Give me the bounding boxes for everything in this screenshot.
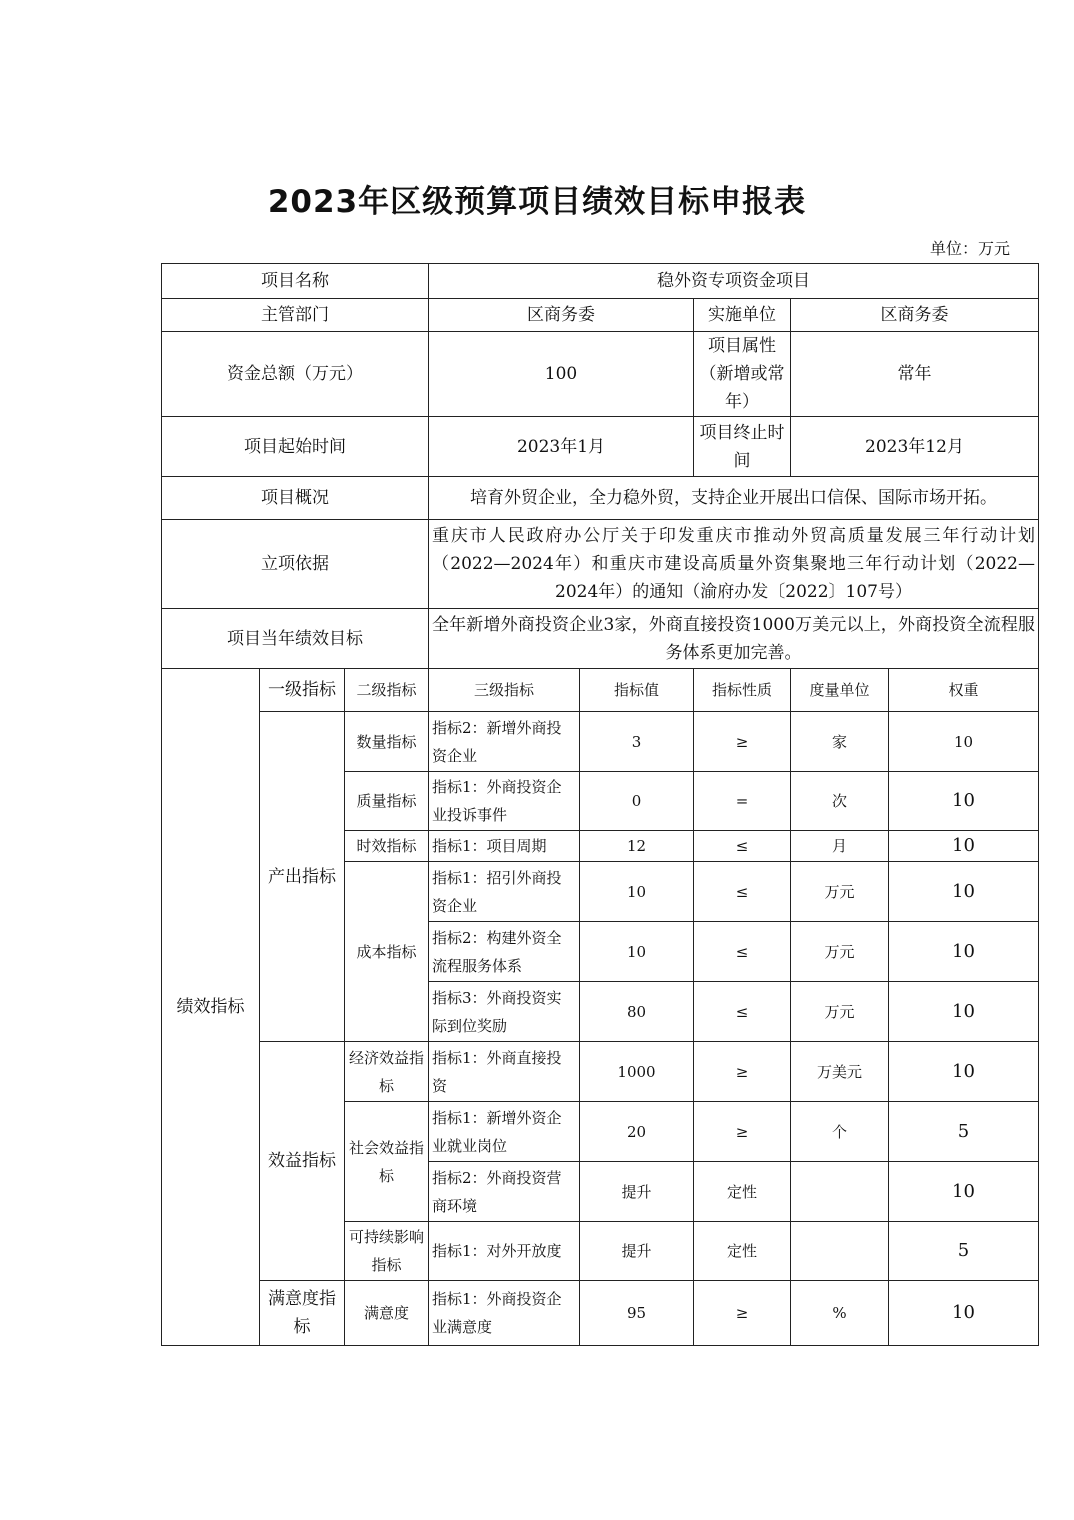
value-cell: 0 [580, 772, 694, 831]
level2-quantity: 数量指标 [345, 712, 429, 772]
implementing-unit-label: 实施单位 [694, 299, 791, 332]
level3-cell: 指标1：外商直接投资 [429, 1042, 580, 1102]
value-cell: 20 [580, 1102, 694, 1162]
unit-cell: 万元 [791, 982, 889, 1042]
overview-row [162, 477, 1039, 520]
value-cell: 10 [580, 862, 694, 922]
header-nature: 指标性质 [694, 669, 791, 712]
weight-cell: 10 [889, 712, 1039, 772]
header-level1: 一级指标 [260, 669, 345, 712]
performance-target-table [161, 263, 1039, 1346]
value-cell: 提升 [580, 1162, 694, 1222]
basis-label: 立项依据 [162, 520, 429, 609]
unit-cell [791, 1162, 889, 1222]
header-weight: 权重 [889, 669, 1039, 712]
project-attribute-value: 常年 [791, 332, 1039, 417]
level3-cell: 指标2：构建外资全流程服务体系 [429, 922, 580, 982]
level3-cell: 指标2：新增外商投资企业 [429, 712, 580, 772]
value-cell: 12 [580, 831, 694, 862]
nature-cell: ≥ [694, 712, 791, 772]
value-cell: 3 [580, 712, 694, 772]
level3-cell: 指标1：招引外商投资企业 [429, 862, 580, 922]
nature-cell: ≥ [694, 1042, 791, 1102]
implementing-unit-value: 区商务委 [791, 299, 1039, 332]
level3-cell: 指标2：外商投资营商环境 [429, 1162, 580, 1222]
overview-value: 培育外贸企业，全力稳外贸，支持企业开展出口信保、国际市场开拓。 [429, 477, 1039, 520]
project-name-value: 稳外资专项资金项目 [429, 264, 1039, 299]
nature-cell: 定性 [694, 1162, 791, 1222]
level3-cell: 指标1：外商投资企业投诉事件 [429, 772, 580, 831]
weight-cell: 5 [889, 1222, 1039, 1281]
unit-cell: 家 [791, 712, 889, 772]
unit-cell: 月 [791, 831, 889, 862]
unit-cell [791, 1222, 889, 1281]
value-cell: 提升 [580, 1222, 694, 1281]
level3-cell: 指标1：对外开放度 [429, 1222, 580, 1281]
goal-value: 全年新增外商投资企业3家，外商直接投资1000万美元以上，外商投资全流程服务体系更加完善。 [429, 609, 1039, 669]
level3-cell: 指标1：新增外资企业就业岗位 [429, 1102, 580, 1162]
level1-output: 产出指标 [260, 712, 345, 1042]
start-time-value: 2023年1月 [429, 417, 694, 477]
nature-cell: 定性 [694, 1222, 791, 1281]
weight-cell: 10 [889, 772, 1039, 831]
header-level3: 三级指标 [429, 669, 580, 712]
unit-cell: 次 [791, 772, 889, 831]
level2-satisfaction: 满意度 [345, 1281, 429, 1346]
indicator-header-row [162, 669, 1039, 712]
weight-cell: 5 [889, 1102, 1039, 1162]
overview-label: 项目概况 [162, 477, 429, 520]
header-value: 指标值 [580, 669, 694, 712]
value-cell: 80 [580, 982, 694, 1042]
header-level2: 二级指标 [345, 669, 429, 712]
department-row [162, 299, 1039, 332]
table-row [162, 1281, 1039, 1346]
project-name-label: 项目名称 [162, 264, 429, 299]
weight-cell: 10 [889, 1042, 1039, 1102]
project-name-row [162, 264, 1039, 299]
start-time-label: 项目起始时间 [162, 417, 429, 477]
unit-cell: 个 [791, 1102, 889, 1162]
page-title: 2023年区级预算项目绩效目标申报表 [267, 184, 807, 220]
weight-cell: 10 [889, 982, 1039, 1042]
table-row [162, 712, 1039, 772]
goal-row [162, 609, 1039, 669]
table-row [162, 1042, 1039, 1102]
weight-cell: 10 [889, 1162, 1039, 1222]
end-time-value: 2023年12月 [791, 417, 1039, 477]
unit-cell: % [791, 1281, 889, 1346]
unit-cell: 万元 [791, 922, 889, 982]
weight-cell: 10 [889, 1281, 1039, 1346]
level2-quality: 质量指标 [345, 772, 429, 831]
unit-label: 单位：万元 [930, 239, 1011, 258]
fund-row [162, 332, 1039, 417]
fund-total-label: 资金总额（万元） [162, 332, 429, 417]
level2-timeliness: 时效指标 [345, 831, 429, 862]
nature-cell: ≤ [694, 831, 791, 862]
unit-cell: 万美元 [791, 1042, 889, 1102]
weight-cell: 10 [889, 922, 1039, 982]
level3-cell: 指标1：项目周期 [429, 831, 580, 862]
nature-cell: ≤ [694, 862, 791, 922]
level2-sustainable: 可持续影响指标 [345, 1222, 429, 1281]
level2-economic: 经济效益指标 [345, 1042, 429, 1102]
project-attribute-label: 项目属性（新增或常年） [694, 332, 791, 417]
goal-label: 项目当年绩效目标 [162, 609, 429, 669]
period-row [162, 417, 1039, 477]
value-cell: 1000 [580, 1042, 694, 1102]
basis-row [162, 520, 1039, 609]
nature-cell: ≤ [694, 982, 791, 1042]
indicators-section-label: 绩效指标 [162, 669, 260, 1346]
end-time-label: 项目终止时间 [694, 417, 791, 477]
level1-satisfaction: 满意度指标 [260, 1281, 345, 1346]
header-unit: 度量单位 [791, 669, 889, 712]
department-value: 区商务委 [429, 299, 694, 332]
nature-cell: ≤ [694, 922, 791, 982]
department-label: 主管部门 [162, 299, 429, 332]
level3-cell: 指标3：外商投资实际到位奖励 [429, 982, 580, 1042]
value-cell: 95 [580, 1281, 694, 1346]
weight-cell: 10 [889, 862, 1039, 922]
nature-cell: ≥ [694, 1102, 791, 1162]
nature-cell: ≥ [694, 1281, 791, 1346]
level2-cost: 成本指标 [345, 862, 429, 1042]
basis-value: 重庆市人民政府办公厅关于印发重庆市推动外贸高质量发展三年行动计划（2022—2024年）和重庆市建设高质量外资集聚地三年行动计划（2022—2024年）的通知（渝府办发〔2022〕107号） [429, 520, 1039, 609]
value-cell: 10 [580, 922, 694, 982]
level1-benefit: 效益指标 [260, 1042, 345, 1281]
level2-social: 社会效益指标 [345, 1102, 429, 1222]
level3-cell: 指标1：外商投资企业满意度 [429, 1281, 580, 1346]
nature-cell: = [694, 772, 791, 831]
unit-cell: 万元 [791, 862, 889, 922]
weight-cell: 10 [889, 831, 1039, 862]
fund-total-value: 100 [429, 332, 694, 417]
